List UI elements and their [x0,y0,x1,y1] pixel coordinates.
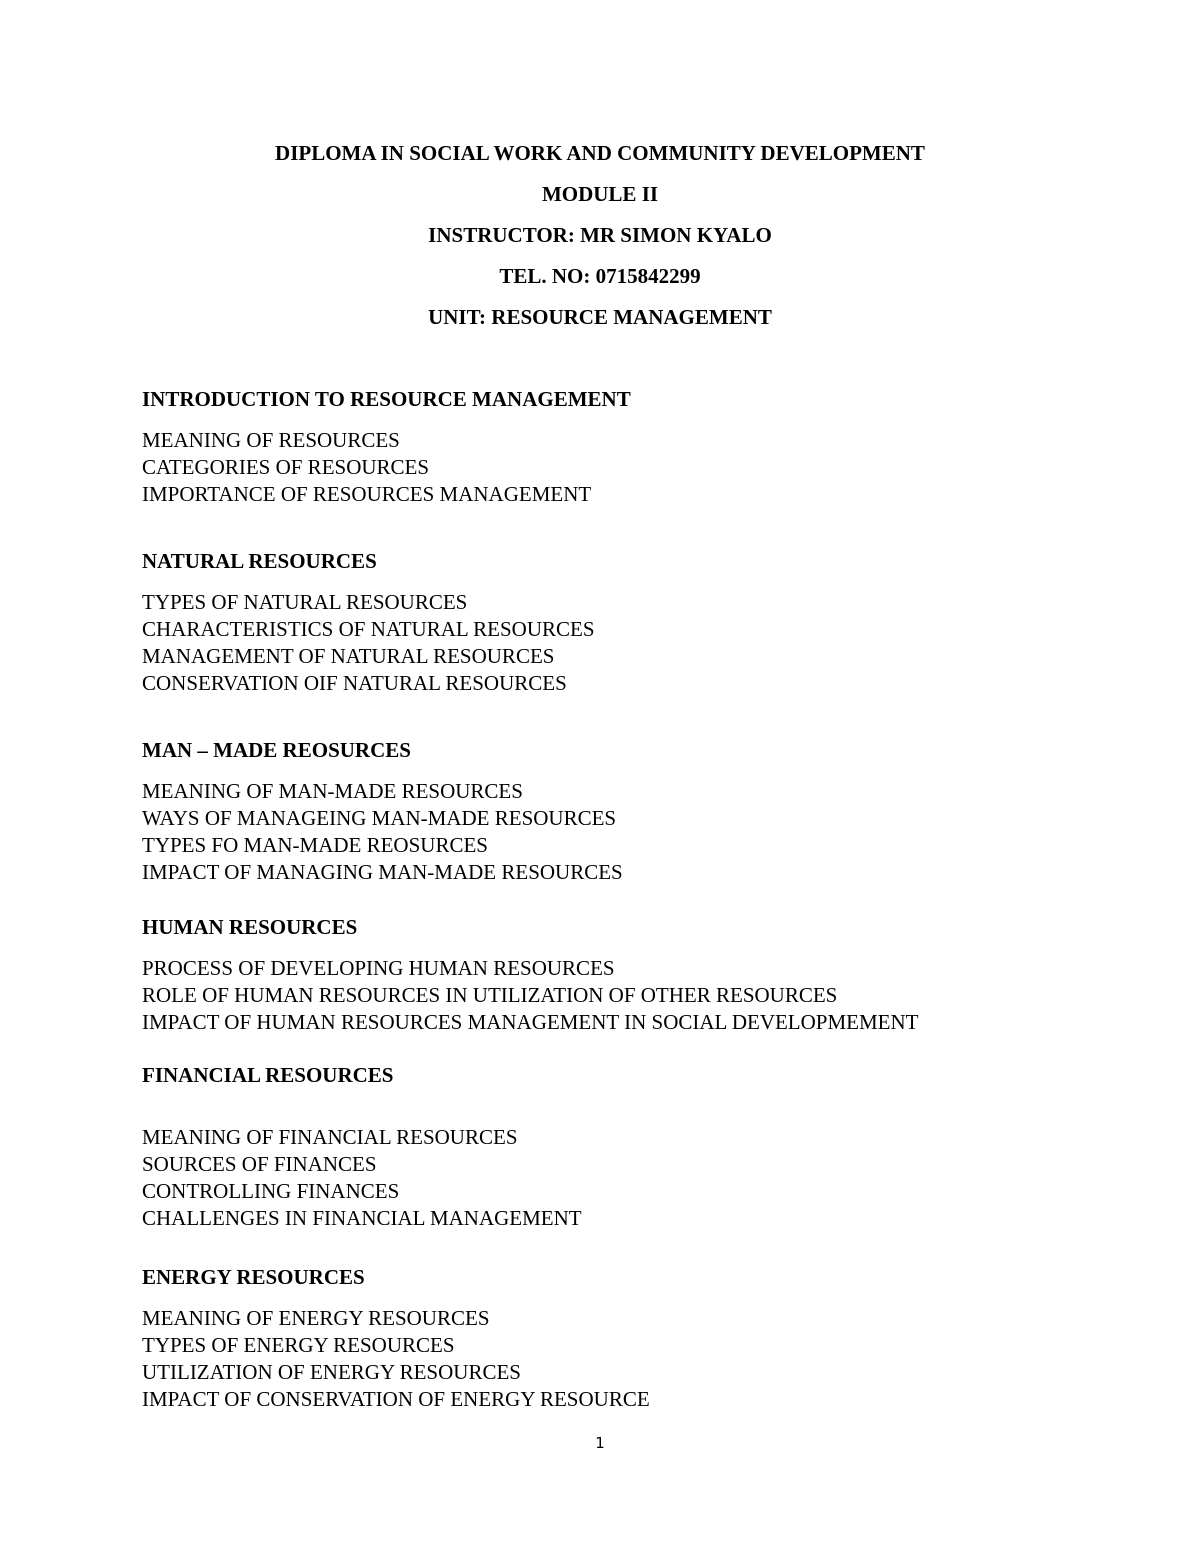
section-human-resources [142,914,1142,1036]
list-item: CONTROLLING FINANCES [142,1179,400,1203]
list-item: MEANING OF ENERGY RESOURCES [142,1306,490,1330]
list-item: IMPACT OF HUMAN RESOURCES MANAGEMENT IN SOCIAL DEVELOPMEMENT [142,1010,919,1034]
list-item: PROCESS OF DEVELOPING HUMAN RESOURCES [142,956,615,980]
section-heading: MAN – MADE REOSURCES [142,738,411,762]
list-item: SOURCES OF FINANCES [142,1152,377,1176]
list-item: MANAGEMENT OF NATURAL RESOURCES [142,644,555,668]
section-item-list [142,778,1142,886]
section-item-list [142,1124,1142,1232]
section-heading: ENERGY RESOURCES [142,1265,365,1289]
module-label: MODULE II [541,182,659,206]
list-item: CHARACTERISTICS OF NATURAL RESOURCES [142,617,595,641]
list-item: TYPES OF ENERGY RESOURCES [142,1333,455,1357]
list-item: MEANING OF FINANCIAL RESOURCES [142,1125,518,1149]
section-financial-resources [142,1062,1142,1232]
list-item: UTILIZATION OF ENERGY RESOURCES [142,1360,521,1384]
list-item: CONSERVATION OIF NATURAL RESOURCES [142,671,567,695]
list-item: IMPORTANCE OF RESOURCES MANAGEMENT [142,482,592,506]
instructor-label: INSTRUCTOR: MR SIMON KYALO [428,223,772,247]
section-item-list [142,1305,1142,1413]
section-item-list [142,427,1142,508]
section-heading: FINANCIAL RESOURCES [142,1063,394,1087]
section-man-made-resources [142,737,1142,886]
section-heading: INTRODUCTION TO RESOURCE MANAGEMENT [142,387,631,411]
section-item-list [142,955,1142,1036]
list-item: IMPACT OF CONSERVATION OF ENERGY RESOURCE [142,1387,650,1411]
section-introduction [142,386,1142,508]
list-item: ROLE OF HUMAN RESOURCES IN UTILIZATION OF OTHER RESOURCES [142,983,838,1007]
section-heading: NATURAL RESOURCES [142,549,377,573]
section-item-list [142,589,1142,697]
section-natural-resources [142,548,1142,697]
document-header [0,140,1200,345]
list-item: CATEGORIES OF RESOURCES [142,455,430,479]
list-item: WAYS OF MANAGEING MAN-MADE RESOURCES [142,806,617,830]
list-item: CHALLENGES IN FINANCIAL MANAGEMENT [142,1206,582,1230]
list-item: TYPES FO MAN-MADE REOSURCES [142,833,488,857]
unit-label: UNIT: RESOURCE MANAGEMENT [428,305,772,329]
program-title: DIPLOMA IN SOCIAL WORK AND COMMUNITY DEVELOPMENT [275,141,925,165]
page-number: 1 [595,1434,605,1452]
section-energy-resources [142,1264,1142,1413]
section-heading: HUMAN RESOURCES [142,915,358,939]
list-item: MEANING OF MAN-MADE RESOURCES [142,779,523,803]
list-item: MEANING OF RESOURCES [142,428,400,452]
list-item: TYPES OF NATURAL RESOURCES [142,590,468,614]
list-item: IMPACT OF MANAGING MAN-MADE RESOURCES [142,860,623,884]
telephone-label: TEL. NO: 0715842299 [499,264,701,288]
